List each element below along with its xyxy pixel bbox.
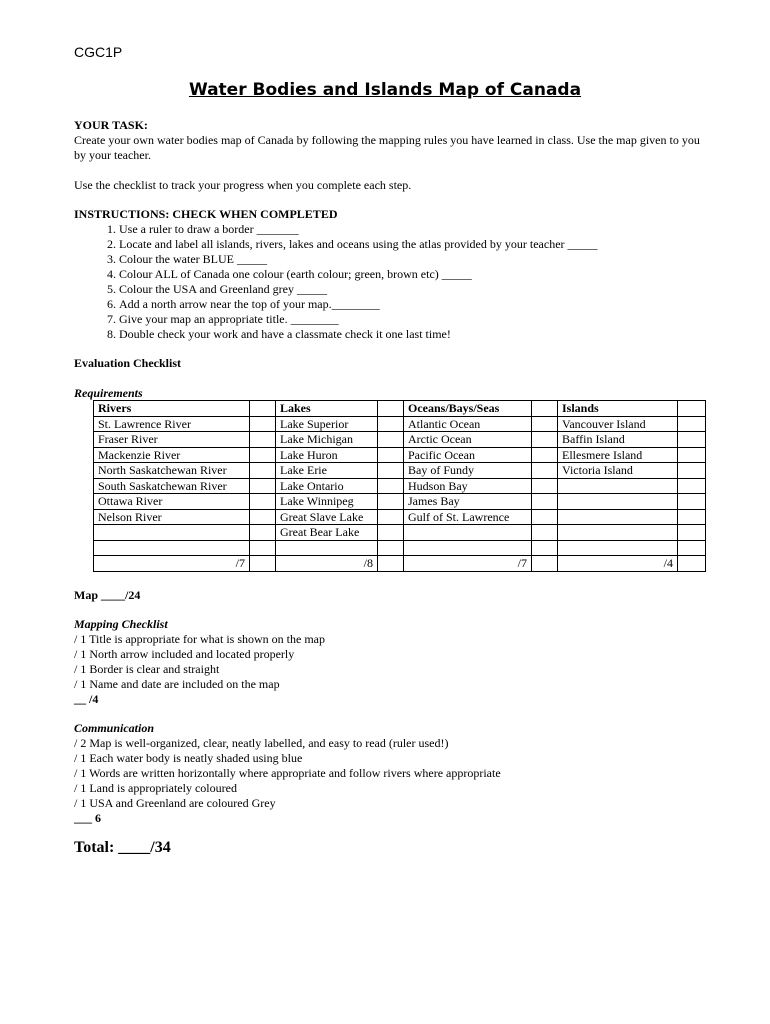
table-row: [94, 447, 706, 463]
column-header: Islands: [558, 401, 678, 417]
checklist-note: Use the checklist to track your progress when you complete each step.: [74, 178, 412, 192]
lakes-cell: Great Slave Lake: [276, 509, 378, 525]
check-cell: [378, 416, 404, 432]
islands-cell: [558, 540, 678, 556]
lakes-cell: Lake Huron: [276, 447, 378, 463]
score-row: [94, 556, 706, 572]
islands-cell: [558, 525, 678, 541]
communication-item: / 1 Words are written horizontally where appropriate and follow rivers where appropriate: [74, 766, 501, 780]
check-cell: [678, 463, 706, 479]
lakes-cell: Lake Michigan: [276, 432, 378, 448]
score-cell: /4: [558, 556, 678, 572]
check-cell: [378, 556, 404, 572]
requirements-table: [93, 400, 706, 572]
islands-cell: [558, 494, 678, 510]
oceans-cell: [404, 540, 532, 556]
check-cell: [678, 540, 706, 556]
instruction-item: 3. Colour the water BLUE _____: [119, 252, 714, 267]
check-cell: [250, 556, 276, 572]
evaluation-heading: Evaluation Checklist: [74, 356, 182, 370]
check-cell: [678, 416, 706, 432]
check-cell: [678, 401, 706, 417]
column-header: Oceans/Bays/Seas: [404, 401, 532, 417]
check-cell: [678, 509, 706, 525]
lakes-cell: Great Bear Lake: [276, 525, 378, 541]
check-cell: [678, 447, 706, 463]
table-row: [94, 540, 706, 556]
communication-heading: Communication: [74, 721, 155, 735]
rivers-cell: South Saskatchewan River: [94, 478, 250, 494]
lakes-cell: Lake Erie: [276, 463, 378, 479]
mapping-heading: Mapping Checklist: [74, 617, 168, 631]
table-row: [94, 494, 706, 510]
instructions-section: [74, 207, 714, 342]
instructions-heading: INSTRUCTIONS: CHECK WHEN COMPLETED: [74, 207, 338, 221]
check-cell: [532, 447, 558, 463]
check-cell: [532, 478, 558, 494]
check-cell: [532, 509, 558, 525]
check-cell: [250, 401, 276, 417]
communication-checklist: [74, 721, 714, 826]
requirements-label: Requirements: [74, 386, 143, 400]
mapping-item: / 1 Name and date are included on the map: [74, 677, 280, 691]
rivers-cell: [94, 525, 250, 541]
page-title: Water Bodies and Islands Map of Canada: [188, 80, 582, 100]
mapping-item: / 1 Title is appropriate for what is shown on the map: [74, 632, 325, 646]
instruction-item: 6. Add a north arrow near the top of your map.________: [119, 297, 714, 312]
communication-item: / 2 Map is well-organized, clear, neatly labelled, and easy to read (ruler used!): [74, 736, 449, 750]
check-cell: [250, 509, 276, 525]
oceans-cell: Hudson Bay: [404, 478, 532, 494]
mapping-item: / 1 North arrow included and located properly: [74, 647, 295, 661]
oceans-cell: Pacific Ocean: [404, 447, 532, 463]
table-header-row: [94, 401, 706, 417]
check-cell: [378, 401, 404, 417]
check-cell: [678, 432, 706, 448]
column-header: Lakes: [276, 401, 378, 417]
task-text: Create your own water bodies map of Canada by following the mapping rules you have learned in class. Use the map given to you by your teacher.: [74, 133, 700, 162]
check-cell: [378, 463, 404, 479]
check-cell: [378, 494, 404, 510]
rivers-cell: Ottawa River: [94, 494, 250, 510]
rivers-cell: Nelson River: [94, 509, 250, 525]
table-row: [94, 416, 706, 432]
table-row: [94, 509, 706, 525]
check-cell: [250, 478, 276, 494]
oceans-cell: Bay of Fundy: [404, 463, 532, 479]
islands-cell: Vancouver Island: [558, 416, 678, 432]
table-row: [94, 432, 706, 448]
islands-cell: Ellesmere Island: [558, 447, 678, 463]
check-cell: [250, 416, 276, 432]
lakes-cell: Lake Superior: [276, 416, 378, 432]
instructions-list: [74, 222, 714, 342]
mapping-checklist: [74, 617, 714, 707]
communication-item: / 1 Each water body is neatly shaded using blue: [74, 751, 303, 765]
rivers-cell: [94, 540, 250, 556]
table-row: [94, 478, 706, 494]
check-cell: [678, 478, 706, 494]
rivers-cell: St. Lawrence River: [94, 416, 250, 432]
check-cell: [532, 463, 558, 479]
check-cell: [532, 432, 558, 448]
instruction-item: 8. Double check your work and have a classmate check it one last time!: [119, 327, 714, 342]
task-heading: YOUR TASK:: [74, 118, 148, 132]
rivers-cell: North Saskatchewan River: [94, 463, 250, 479]
communication-item: / 1 USA and Greenland are coloured Grey: [74, 796, 276, 810]
check-cell: [250, 463, 276, 479]
score-cell: /8: [276, 556, 378, 572]
total-score: Total: ____/34: [74, 839, 171, 856]
lakes-cell: Lake Ontario: [276, 478, 378, 494]
check-cell: [678, 525, 706, 541]
mapping-item: / 1 Border is clear and straight: [74, 662, 220, 676]
check-cell: [250, 447, 276, 463]
communication-item: / 1 Land is appropriately coloured: [74, 781, 237, 795]
islands-cell: Baffin Island: [558, 432, 678, 448]
course-code: CGC1P: [74, 44, 123, 60]
oceans-cell: Arctic Ocean: [404, 432, 532, 448]
task-section: [74, 118, 714, 163]
lakes-cell: Lake Winnipeg: [276, 494, 378, 510]
rivers-cell: Fraser River: [94, 432, 250, 448]
table-row: [94, 525, 706, 541]
check-cell: [378, 540, 404, 556]
score-cell: /7: [404, 556, 532, 572]
islands-cell: [558, 478, 678, 494]
check-cell: [378, 447, 404, 463]
instruction-item: 4. Colour ALL of Canada one colour (earth colour; green, brown etc) _____: [119, 267, 714, 282]
check-cell: [378, 525, 404, 541]
instruction-item: 2. Locate and label all islands, rivers, lakes and oceans using the atlas provided by your teacher _____: [119, 237, 714, 252]
score-cell: /7: [94, 556, 250, 572]
mapping-total: __ /4: [74, 692, 99, 706]
map-score: Map ____/24: [74, 588, 141, 602]
check-cell: [378, 432, 404, 448]
check-cell: [532, 556, 558, 572]
column-header: Rivers: [94, 401, 250, 417]
lakes-cell: [276, 540, 378, 556]
islands-cell: Victoria Island: [558, 463, 678, 479]
check-cell: [250, 525, 276, 541]
check-cell: [378, 478, 404, 494]
check-cell: [250, 432, 276, 448]
oceans-cell: Atlantic Ocean: [404, 416, 532, 432]
check-cell: [532, 416, 558, 432]
oceans-cell: [404, 525, 532, 541]
check-cell: [532, 401, 558, 417]
islands-cell: [558, 509, 678, 525]
communication-total: ___ 6: [74, 811, 101, 825]
instruction-item: 7. Give your map an appropriate title. ________: [119, 312, 714, 327]
oceans-cell: Gulf of St. Lawrence: [404, 509, 532, 525]
check-cell: [532, 494, 558, 510]
check-cell: [678, 556, 706, 572]
check-cell: [250, 540, 276, 556]
table-row: [94, 463, 706, 479]
instruction-item: 1. Use a ruler to draw a border _______: [119, 222, 714, 237]
oceans-cell: James Bay: [404, 494, 532, 510]
check-cell: [532, 525, 558, 541]
check-cell: [678, 494, 706, 510]
rivers-cell: Mackenzie River: [94, 447, 250, 463]
check-cell: [378, 509, 404, 525]
check-cell: [250, 494, 276, 510]
check-cell: [532, 540, 558, 556]
instruction-item: 5. Colour the USA and Greenland grey _____: [119, 282, 714, 297]
